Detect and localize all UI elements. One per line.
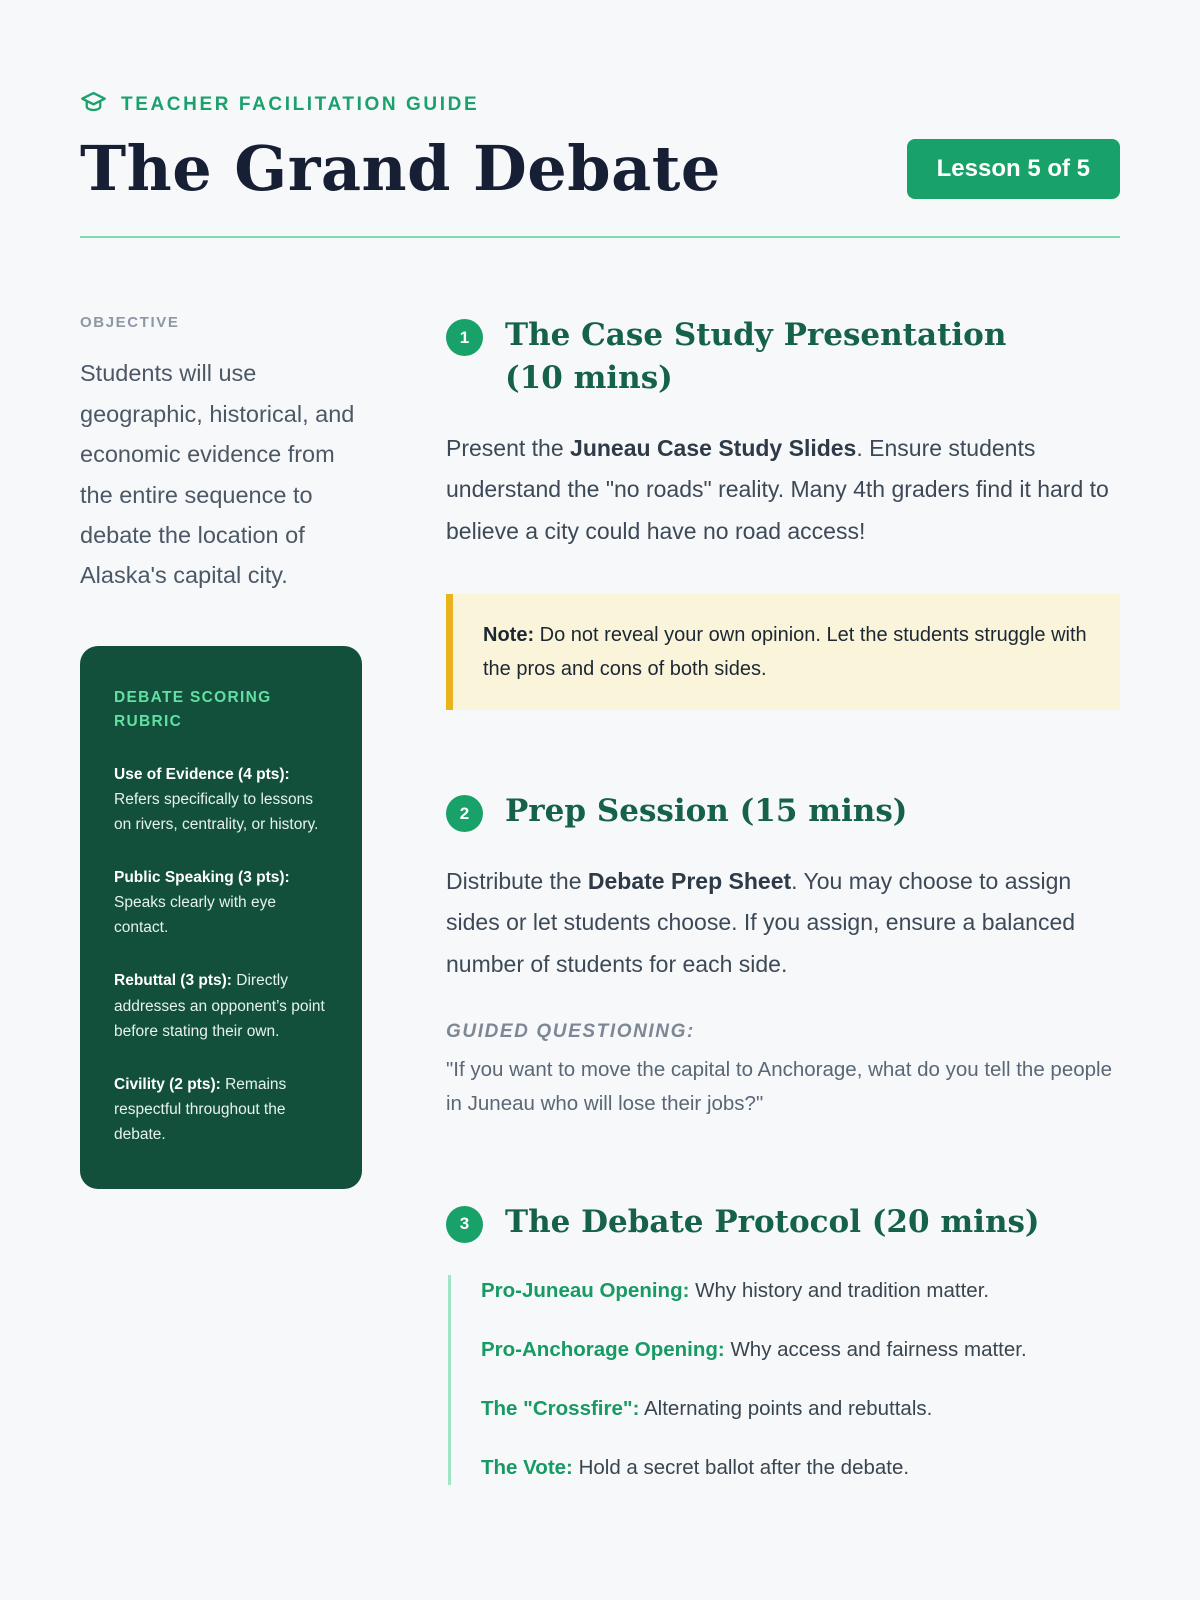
protocol-item-text: Hold a secret ballot after the debate. — [578, 1455, 910, 1479]
step-number-badge: 3 — [446, 1206, 483, 1243]
protocol-item-label: The Vote: — [481, 1455, 573, 1479]
protocol-item-label: Pro-Anchorage Opening: — [481, 1338, 725, 1362]
protocol-item-text: Why access and fairness matter. — [730, 1338, 1027, 1362]
rubric-item-civility — [114, 1072, 328, 1147]
page-title: The Grand Debate — [80, 132, 721, 205]
header-divider — [80, 236, 1120, 238]
rubric-item-text: Remains respectful throughout the debate. — [114, 1075, 287, 1143]
step-number-badge: 2 — [446, 795, 483, 832]
objective-label: OBJECTIVE — [80, 314, 180, 332]
body-text: . Ensure students understand the "no roads" reality. Many 4th graders find it hard to believe a city could have no road access! — [446, 434, 1109, 544]
rubric-item-label: Civility (2 pts): — [114, 1075, 221, 1093]
rubric-item-rebuttal — [114, 968, 328, 1043]
section-heading — [446, 790, 1120, 833]
note-label: Note: — [483, 624, 535, 646]
rubric-item-label: Public Speaking (3 pts): — [114, 869, 290, 887]
section-heading — [446, 314, 1120, 400]
body-bold-text: Debate Prep Sheet — [587, 867, 792, 894]
eyebrow — [80, 88, 1120, 121]
lesson-badge: Lesson 5 of 5 — [907, 139, 1120, 199]
guided-questioning-quote: "If you want to move the capital to Anchorage, what do you tell the people in Juneau who will lose their jobs?" — [446, 1057, 1112, 1115]
rubric-card — [80, 646, 362, 1189]
body-bold-text: Juneau Case Study Slides — [570, 434, 857, 461]
body-text: Present the — [446, 434, 571, 461]
header — [80, 88, 1120, 238]
body-text: Distribute the — [446, 867, 588, 894]
graduation-cap-icon — [80, 88, 107, 121]
section-heading — [446, 1201, 1120, 1244]
eyebrow-label: TEACHER FACILITATION GUIDE — [121, 93, 480, 115]
right-column — [446, 314, 1120, 1484]
protocol-list — [448, 1275, 1120, 1484]
section-case-study — [446, 314, 1120, 710]
section-title: The Case Study Presentation (10 mins) — [505, 317, 1007, 397]
protocol-item-text: Alternating points and rebuttals. — [644, 1396, 933, 1420]
protocol-item-pro-juneau — [481, 1275, 1120, 1308]
title-row — [80, 133, 1120, 204]
objective-text: Students will use geographic, historical, and economic evidence from the entire sequence to debate the location of Alaska's capital city. — [80, 360, 355, 589]
protocol-item-text: Why history and tradition matter. — [695, 1279, 990, 1303]
protocol-item-label: Pro-Juneau Opening: — [481, 1279, 690, 1303]
rubric-item-label: Rebuttal (3 pts): — [114, 972, 232, 990]
protocol-item-crossfire — [481, 1393, 1120, 1426]
section-prep — [446, 790, 1120, 1121]
body-text: . You may choose to assign sides or let students choose. If you assign, ensure a balanced number of students for each side. — [446, 867, 1076, 977]
step-number-badge: 1 — [446, 319, 483, 356]
rubric-item-label: Use of Evidence (4 pts): — [114, 765, 290, 783]
rubric-item-evidence — [114, 762, 328, 837]
main-content — [80, 314, 1120, 1484]
rubric-item-speaking — [114, 865, 328, 940]
rubric-title: DEBATE SCORING RUBRIC — [114, 688, 272, 730]
protocol-item-label: The "Crossfire": — [481, 1396, 640, 1420]
rubric-item-text: Refers specifically to lessons on rivers, centrality, or history. — [114, 790, 319, 833]
section-title: The Debate Protocol (20 mins) — [505, 1203, 1040, 1240]
rubric-item-text: Directly addresses an opponent’s point before stating their own. — [114, 972, 325, 1040]
protocol-item-vote — [481, 1452, 1120, 1485]
left-column — [80, 314, 362, 1484]
protocol-item-pro-anchorage — [481, 1334, 1120, 1367]
rubric-item-text: Speaks clearly with eye contact. — [114, 894, 276, 937]
note-text: Do not reveal your own opinion. Let the students struggle with the pros and cons of both sides. — [483, 624, 1087, 680]
section-body — [446, 861, 1120, 985]
section-title: Prep Session (15 mins) — [505, 793, 908, 829]
guided-questioning-label: GUIDED QUESTIONING: — [446, 1020, 695, 1042]
note-callout — [446, 594, 1120, 710]
section-debate-protocol — [446, 1201, 1120, 1485]
section-body — [446, 428, 1120, 552]
